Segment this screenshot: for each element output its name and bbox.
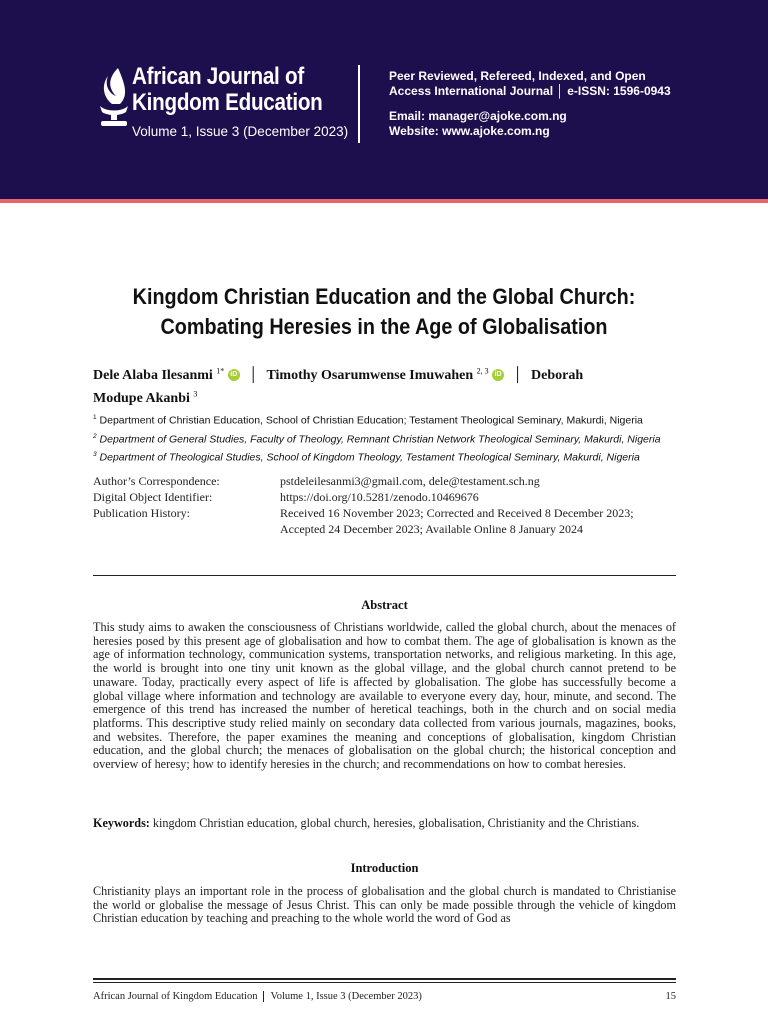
author-3: Deborah Modupe Akanbi $^3$ [93, 367, 584, 407]
abstract-text: This study aims to awaken the consciousness of Christians worldwide, called the global church, about the menaces of heresies posed by this present age of globalisation and how to combat them. The age of globalisation is known as the age of information technology, communication systems, transportation networks, and religious marketing. In this age, the world is brought into one tiny unit known as the global village, and the global church cannot pretend to be unaware. Today, practically every aspect of life is affected by globalisation. The globe has successfully become a global village where information and technology are available to everyone every day, hour, minute, and second. The emergence of this trend has increased the number of heretical teachings, both in the church and on social media platforms. This descriptive study relied mainly on secondary data collected from various journals, magazines, books, and websites. Therefore, the paper examines the meaning and conceptions of globalisation, kingdom Christian education, and the global church; the menaces of globalisation on the global church; the historical conception and overview of heresy; how to identify heresies in the church; and recommendations on how to combat heresies. [93, 620, 676, 772]
journal-website[interactable]: Website: www.ajoke.com.ng [389, 124, 550, 138]
publication-history-row: Publication History: Received 16 November 2023; Corrected and Received 8 December 2023; Accepted 24 December 2023; Available Online 8 January 2024 [93, 506, 634, 536]
orcid-icon[interactable]: iD [228, 369, 240, 381]
article-title: Kingdom Christian Education and the Global Church: Combating Heresies in the Age of Globalisation [132, 284, 636, 339]
keywords: Keywords: kingdom Christian education, global church, heresies, globalisation, Christianity and the Christians. [93, 816, 640, 830]
author-list: Dele Alaba Ilesanmi $^{1*}$ iD │ Timothy Osarumwense Imuwahen $^{2, 3}$ iD │ Deborah Modupe Akanbi $^3$ [93, 366, 584, 407]
header-stripe [0, 199, 768, 203]
author-2: Timothy Osarumwense Imuwahen $^{2, 3}$ [266, 366, 489, 383]
affiliation-3: $^3$ Department of Theological Studies, School of Kingdom Theology, Testament Theological Seminary, Makurdi, Nigeria [93, 451, 640, 464]
journal-info-line1: Peer Reviewed, Refereed, Indexed, and Open [389, 69, 646, 83]
lamp-flame-logo-icon [96, 66, 132, 128]
article-metadata [93, 473, 693, 537]
author-1: Dele Alaba Ilesanmi $^{1*}$ [93, 366, 225, 383]
journal-name-line2: Kingdom Education [132, 89, 323, 116]
footer-rule [93, 978, 676, 980]
header-divider [358, 65, 360, 143]
journal-header [0, 0, 768, 199]
introduction-text: Christianity plays an important role in the process of globalisation and the global church is mandated to Christianise the world or globalise the message of Jesus Christ. This can only be made possible through the vehicle of kingdom Christian education by teaching and preaching to the whole world the word of God as [93, 884, 676, 926]
journal-name-line1: African Journal of [132, 63, 304, 90]
page-number: 15 [665, 991, 676, 1002]
journal-name [132, 64, 323, 116]
affiliation-1: $^1$ Department of Christian Education, School of Christian Education; Testament Theological Seminary, Makurdi, Nigeria [93, 414, 643, 427]
abstract-divider [93, 575, 676, 576]
footer-citation: African Journal of Kingdom Education Volume 1, Issue 3 (December 2023) [93, 991, 422, 1002]
doi-link[interactable]: https://doi.org/10.5281/zenodo.10469676 [280, 490, 479, 504]
introduction-heading: Introduction [350, 861, 419, 875]
doi-row: Digital Object Identifier: https://doi.org/10.5281/zenodo.10469676 [93, 489, 693, 505]
journal-issue: Volume 1, Issue 3 (December 2023) [132, 124, 349, 139]
affiliations [93, 410, 661, 466]
orcid-icon[interactable]: iD [492, 369, 504, 381]
correspondence-row: Author’s Correspondence: pstdeleilesanmi3@gmail.com, dele@testament.sch.ng [93, 473, 693, 489]
page-footer [93, 991, 676, 1002]
affiliation-2: $^2$ Department of General Studies, Faculty of Theology, Remnant Christian Network Theological Seminary, Makurdi, Nigeria [93, 432, 661, 445]
journal-info [389, 69, 671, 139]
footer-rule-thin [93, 982, 676, 983]
abstract-heading: Abstract [361, 598, 408, 612]
journal-info-line2: Access International Journal │ e-ISSN: 1596-0943 [389, 84, 671, 98]
journal-email[interactable]: Email: manager@ajoke.com.ng [389, 109, 567, 123]
correspondence-email[interactable]: pstdeleilesanmi3@gmail.com, dele@testament.sch.ng [280, 474, 540, 488]
issn: e-ISSN: 1596-0943 [567, 84, 671, 98]
